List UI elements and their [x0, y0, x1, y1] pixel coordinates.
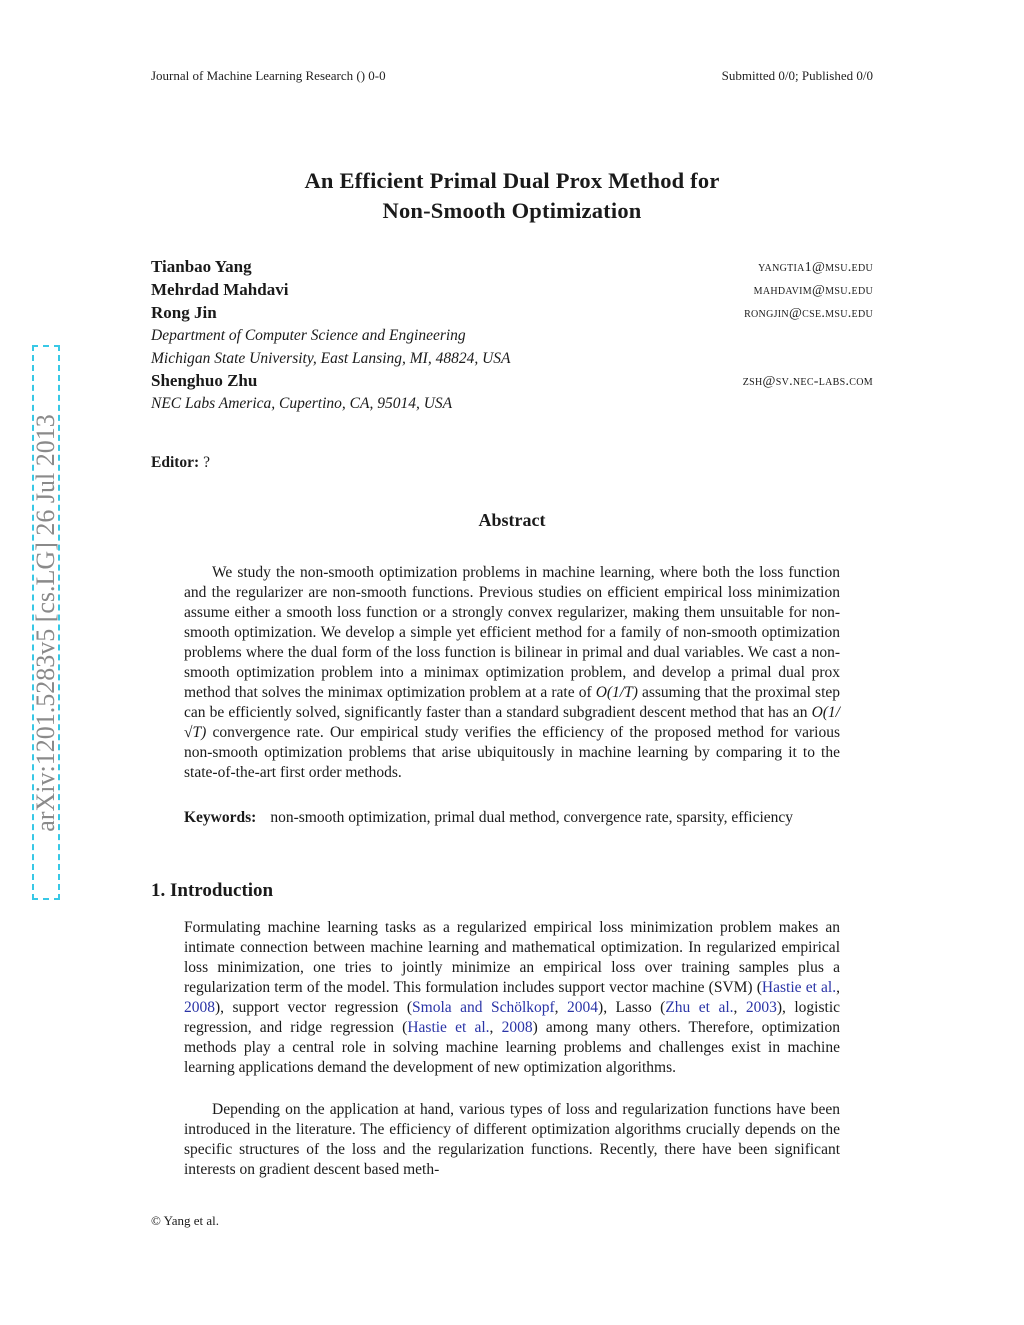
convergence-rate-math: O(1/√T) [184, 704, 840, 741]
paragraph-text: Formulating machine learning tasks as a regularized empirical loss minimization problem makes an intimate connection between machine learning and mathematical optimization. In regularized empirical loss minimization, one tries to jointly minimize an empirical loss over training samples plus a regularization term of the model. This formulation includes support vector machine (SVM) ( [184, 919, 840, 996]
citation-year-link[interactable]: 2008 [184, 999, 215, 1016]
editor-label: Editor: [151, 454, 200, 471]
affiliation-nec: NEC Labs America, Cupertino, CA, 95014, USA [151, 395, 453, 412]
paragraph-text: , [733, 999, 746, 1016]
author-email[interactable]: rongjin@cse.msu.edu [744, 306, 873, 321]
intro-paragraph-2: Depending on the application at hand, various types of loss and regularization functions have been introduced in the literature. The efficiency of different optimization algorithms crucially depends on the specific structures of the loss and the regularization functions. Recently, there have been significant interests on gradient descent based meth- [184, 1101, 840, 1178]
keywords-value: non-smooth optimization, primal dual method, convergence rate, sparsity, efficiency [270, 809, 794, 826]
paragraph-text: ), logistic regression, and ridge regression ( [184, 999, 841, 1036]
citation-link[interactable]: Smola and Schölkopf [412, 999, 555, 1016]
running-head-dates: Submitted 0/0; Published 0/0 [721, 68, 873, 83]
author-email[interactable]: zsh@sv.nec-labs.com [742, 374, 873, 389]
abstract-text: assuming that the proximal step can be efficiently solved, significantly faster than a standard subgradient descent method that has an [184, 684, 841, 721]
arxiv-identifier: arXiv:1201.5283v5 [cs.LG] 26 Jul 2013 [31, 413, 60, 832]
paragraph-text: , [554, 999, 568, 1016]
citation-year-link[interactable]: 2004 [567, 999, 599, 1016]
intro-paragraph-1 [184, 918, 840, 1078]
paragraph-text: ) among many others. Therefore, optimization methods play a central role in solving machine learning problems and challenges exist in machine learning applications demand the development of new optimization algorithms. [184, 1019, 840, 1076]
paper-title-line-1: An Efficient Primal Dual Prox Method for [304, 168, 720, 193]
citation-link[interactable]: Zhu et al. [665, 999, 734, 1016]
citation-link[interactable]: Hastie et al. [407, 1019, 490, 1036]
abstract-body [184, 563, 840, 783]
author-name: Tianbao Yang [151, 257, 252, 276]
abstract-text: We study the non-smooth optimization problems in machine learning, where both the loss function and the regularizer are non-smooth functions. Previous studies on efficient empirical loss minimization assume either a smooth loss function or a strongly convex regularizer, making them unsuitable for non-smooth optimization. We develop a simple yet efficient method for a family of non-smooth optimization problems where the dual form of the loss function is bilinear in primal and dual variables. We cast a non-smooth optimization problem into a minimax optimization problem, and develop a primal dual prox method that solves the minimax optimization problem at a rate of [184, 564, 840, 701]
abstract-text: convergence rate. Our empirical study verifies the efficiency of the proposed method for various non-smooth optimization problems that arise ubiquitously in machine learning by comparing it to the state-of-the-art first order methods. [184, 724, 840, 781]
keywords [184, 808, 840, 828]
author-email[interactable]: yangtia1@msu.edu [758, 260, 873, 275]
copyright-footer: © Yang et al. [151, 1213, 220, 1228]
paragraph-text: , [489, 1019, 502, 1036]
author-name: Mehrdad Mahdavi [151, 280, 289, 299]
citation-year-link[interactable]: 2003 [745, 999, 777, 1016]
abstract-heading: Abstract [478, 510, 546, 530]
paragraph-text: ), Lasso ( [598, 999, 666, 1016]
arxiv-stamp [32, 345, 60, 900]
author-email[interactable]: mahdavim@msu.edu [753, 283, 873, 298]
paragraph-text: ), support vector regression ( [215, 999, 413, 1016]
affiliation-department: Department of Computer Science and Engineering [151, 327, 466, 344]
citation-link[interactable]: Hastie et al. [761, 979, 837, 996]
author-name: Rong Jin [151, 303, 217, 322]
keywords-label: Keywords: [184, 809, 257, 826]
editor-value: ? [203, 454, 210, 471]
affiliation-university: Michigan State University, East Lansing, MI, 48824, USA [151, 350, 511, 367]
convergence-rate-math: O(1/T) [595, 684, 638, 701]
editor-line [151, 454, 210, 472]
citation-year-link[interactable]: 2008 [501, 1019, 533, 1036]
section-heading: 1. Introduction [151, 880, 274, 901]
paragraph-text: , [836, 979, 840, 996]
running-head-journal: Journal of Machine Learning Research () 0-0 [151, 68, 386, 83]
paper-title-line-2: Non-Smooth Optimization [382, 198, 642, 223]
author-name: Shenghuo Zhu [151, 371, 258, 390]
